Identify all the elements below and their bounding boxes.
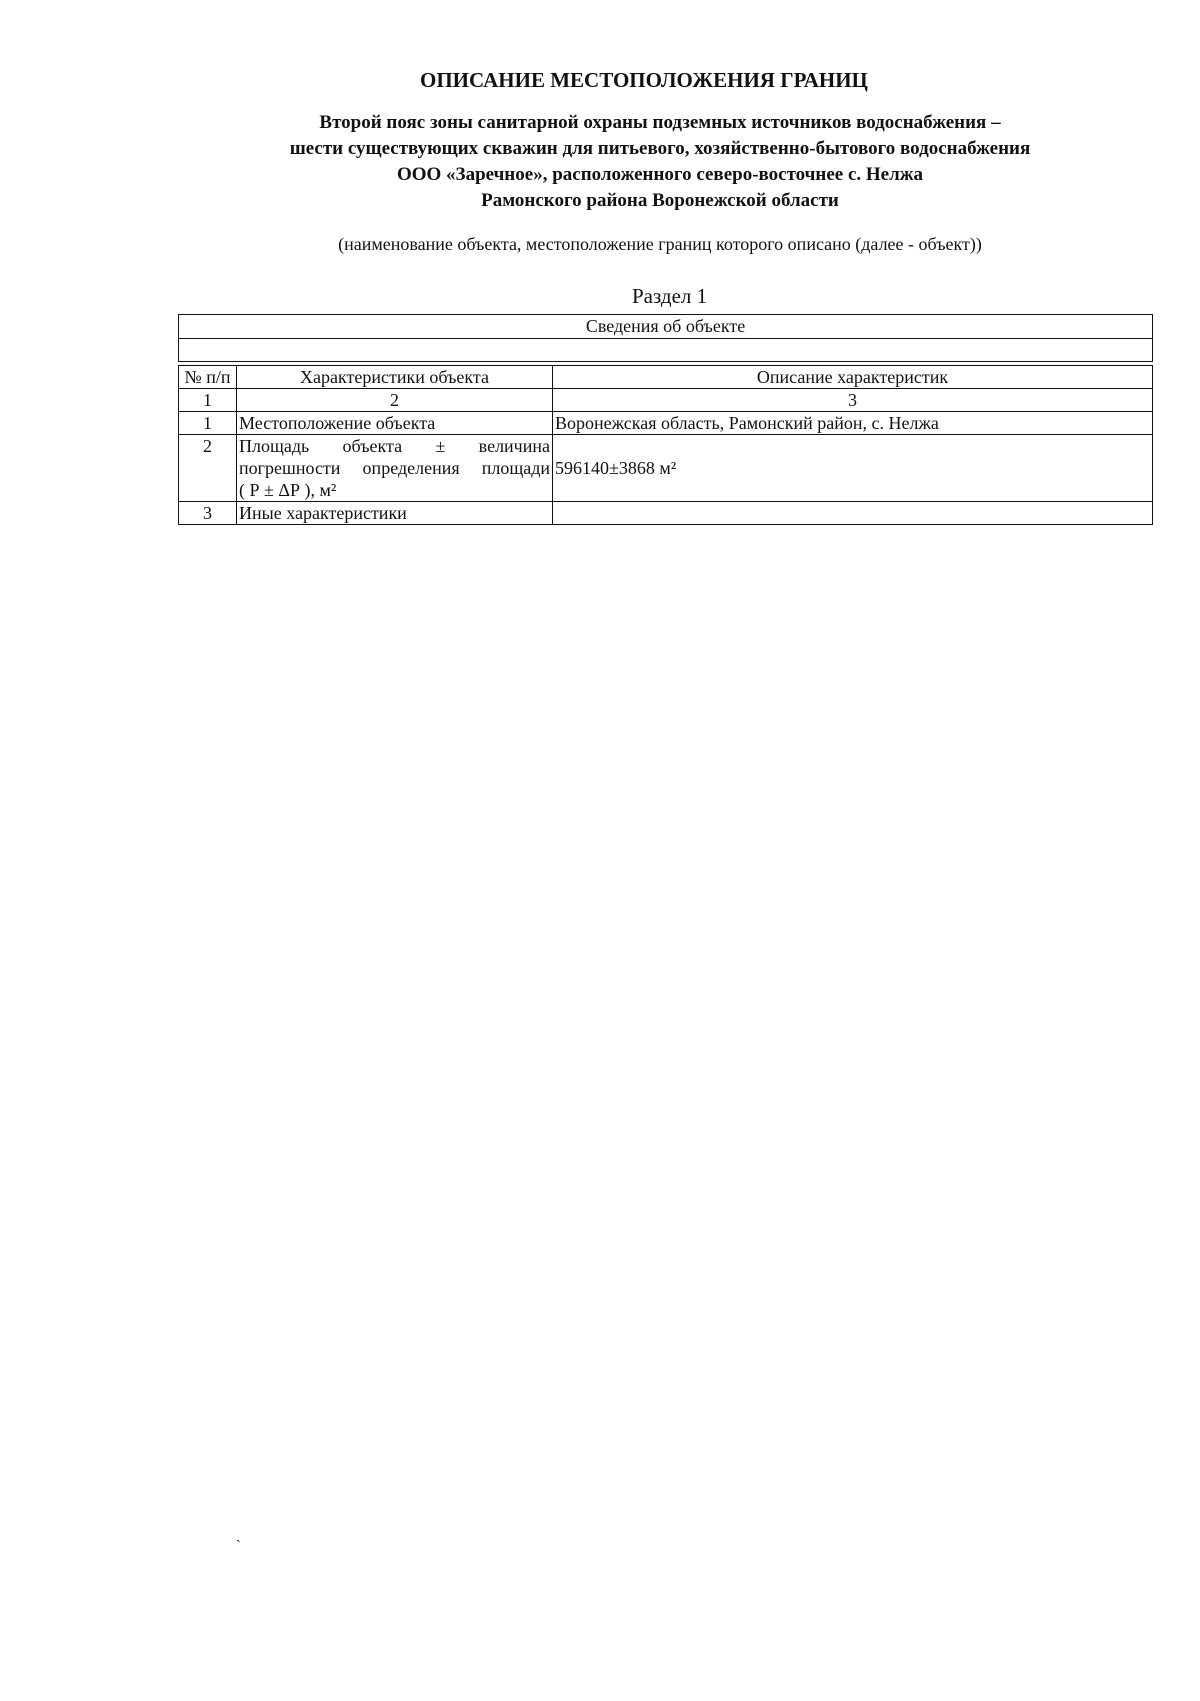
row-characteristic-line: ( Р ± ΔР ), м² [239, 480, 337, 500]
row-characteristic-line: Площадь объекта ± величина [239, 436, 550, 456]
column-number: 2 [237, 389, 553, 412]
row-number: 3 [179, 502, 237, 525]
object-name [190, 110, 1130, 214]
table-row [179, 412, 1153, 435]
row-characteristic: Местоположение объекта [237, 412, 553, 435]
table-header: Сведения об объекте [179, 315, 1153, 339]
column-header-number: № п/п [179, 366, 237, 389]
object-name-line: Рамонского района Воронежской области [481, 190, 839, 211]
column-header-description: Описание характеристик [553, 366, 1153, 389]
table-header-row [179, 315, 1153, 339]
row-description: Воронежская область, Рамонский район, с. Нелжа [553, 412, 1153, 435]
row-description [553, 502, 1153, 525]
column-number: 3 [553, 389, 1153, 412]
section-label: Раздел 1 [632, 284, 708, 308]
row-characteristic [237, 435, 553, 502]
column-number: 1 [179, 389, 237, 412]
object-info-table [178, 314, 1153, 525]
object-caption: (наименование объекта, местоположение границ которого описано (далее - объект)) [338, 234, 982, 254]
table-row [179, 435, 1153, 502]
column-number-row [179, 389, 1153, 412]
row-number: 1 [179, 412, 237, 435]
row-description: 596140±3868 м² [553, 435, 1153, 502]
row-characteristic-line: погрешности определения площади [239, 458, 550, 478]
table-row [179, 502, 1153, 525]
object-name-line: ООО «Заречное», расположенного северо-восточнее с. Нелжа [396, 164, 924, 185]
document-title: ОПИСАНИЕ МЕСТОПОЛОЖЕНИЯ ГРАНИЦ [420, 68, 868, 92]
row-number: 2 [179, 435, 237, 502]
table-empty-row [179, 339, 1153, 362]
object-name-line: шести существующих скважин для питьевого, хозяйственно-бытового водоснабжения [289, 138, 1031, 159]
stray-mark: ˏ [236, 1528, 241, 1543]
column-header-row [179, 366, 1153, 389]
row-characteristic: Иные характеристики [237, 502, 553, 525]
object-name-line: Второй пояс зоны санитарной охраны подземных источников водоснабжения – [319, 112, 1001, 133]
column-header-characteristic: Характеристики объекта [237, 366, 553, 389]
